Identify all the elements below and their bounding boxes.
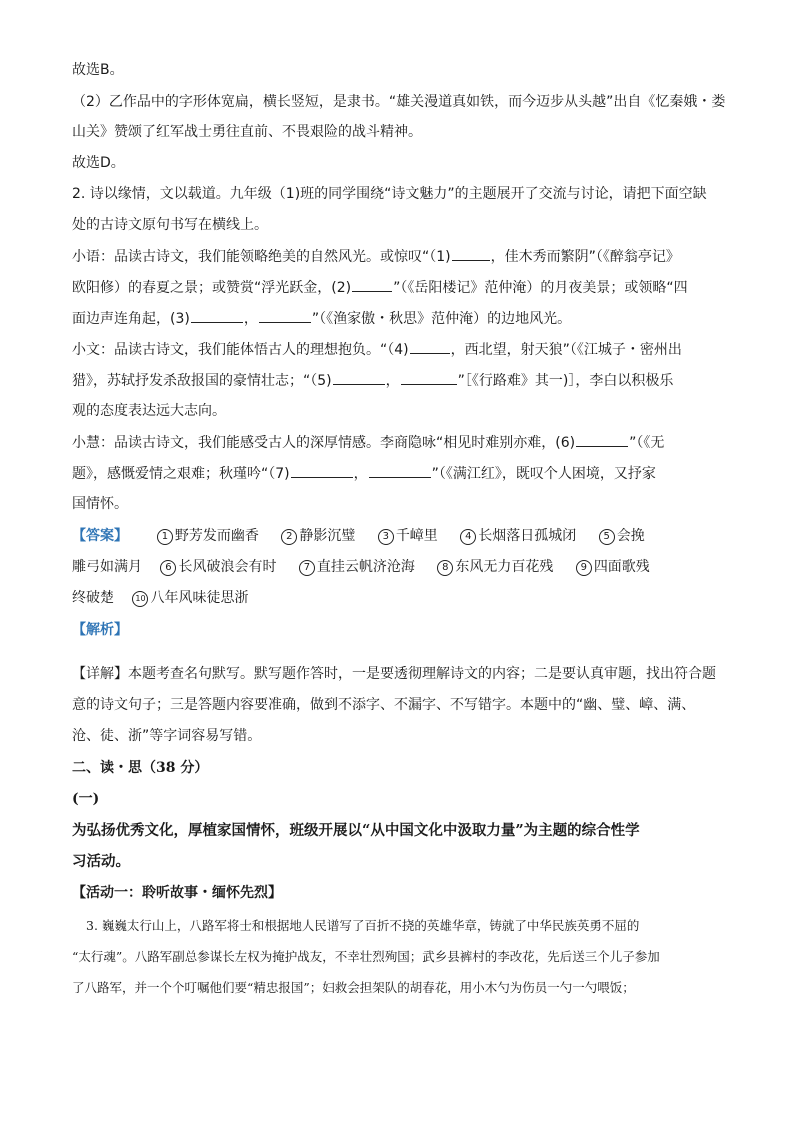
text-segment: 题》，感慨爱情之艰难；秋瑾吟“（7) [72, 466, 290, 482]
answer-blank-4[interactable] [410, 339, 450, 354]
text-segment: ”（《满江红》，既叹个人困境，又抒家 [431, 466, 656, 482]
text-segment: ， [385, 373, 400, 389]
text-line [72, 432, 664, 453]
answer-text: 终破楚 [72, 590, 114, 606]
answer-line [72, 588, 248, 608]
answer-blank-7a[interactable] [291, 463, 353, 478]
answer-text: 东风无力百花残 [455, 559, 554, 575]
text-line: （2）乙作品中的字形体宽扁，横长竖短，是隶书。“雄关漫道真如铁，而今迈步从头越”出自《忆秦娥・娄 [72, 94, 726, 110]
text-line: 观的态度表达远大志向。 [72, 403, 226, 419]
number-circle: 2 [281, 529, 297, 545]
answer-text: 静影沉璧 [299, 528, 356, 544]
text-segment: ， [353, 466, 368, 482]
text-segment: 面边声连角起，(3) [72, 311, 190, 327]
text-line [72, 463, 656, 484]
question-2-stem: 2. 诗以缘情，文以载道。九年级（1)班的同学围绕“诗文魅力”的主题展开了交流与讨论，请把下面空缺 [72, 186, 707, 202]
answer-blank-1[interactable] [452, 246, 490, 261]
passage-text: 了八路军，并一个个叮嘱他们要“精忠报国”；妇救会担架队的胡春花，用小木勺为伤员一勺一勺喂饭； [72, 980, 635, 995]
answer-text: 雕弓如满月 [72, 559, 142, 575]
number-circle: 10 [132, 591, 148, 607]
answer-text: 直挂云帆济沧海 [316, 559, 415, 575]
answer-blank-6[interactable] [576, 432, 628, 447]
text-line [72, 339, 682, 360]
number-circle: 1 [157, 529, 173, 545]
subsection-heading: (一) [72, 791, 100, 807]
text-line: 故选D。 [72, 155, 125, 171]
answer-blank-3b[interactable] [259, 308, 311, 323]
text-segment: ”（《岳阳楼记》范仲淹）的月夜美景；或领略“四 [393, 280, 688, 296]
answer-blank-2[interactable] [352, 277, 392, 292]
analysis-text: 【详解】本题考查名句默写。默写题作答时，一是要透彻理解诗文的内容；二是要认真审题，找出符合题 [72, 666, 716, 682]
text-segment: 猎》，苏轼抒发杀敌报国的豪情壮志；“（5) [72, 373, 332, 389]
text-line: 处的古诗文原句书写在横线上。 [72, 217, 268, 233]
analysis-text: 沧、徒、浙”等字词容易写错。 [72, 728, 262, 744]
text-segment: 小语：品读古诗文，我们能领略绝美的自然风光。或惊叹“（1) [72, 249, 451, 265]
number-circle: 5 [599, 529, 615, 545]
answer-blank-3a[interactable] [191, 308, 243, 323]
analysis-text: 意的诗文句子；三是答题内容要准确，做到不添字、不漏字、不写错字。本题中的“幽、璧、嶂、满、 [72, 697, 696, 713]
number-circle: 6 [160, 560, 176, 576]
text-line [72, 277, 688, 298]
answer-text: 野芳发而幽香 [174, 528, 259, 544]
text-segment: 小文：品读古诗文，我们能体悟古人的理想抱负。“（4) [72, 342, 409, 358]
text-segment: ”（《渔家傲・秋思》范仲淹）的边地风光。 [311, 311, 572, 327]
text-line [72, 246, 680, 267]
answer-blank-5a[interactable] [333, 370, 385, 385]
section-heading: 二、读・思（38 分） [72, 760, 209, 776]
answer-text: 千嶂里 [395, 528, 438, 544]
text-segment: ，佳木秀而繁阴”（《醉翁亭记》 [490, 249, 680, 265]
answer-text: 长烟落日孤城闭 [478, 528, 577, 544]
answer-text: 长风破浪会有时 [178, 559, 277, 575]
number-circle: 8 [437, 560, 453, 576]
answer-text: 会挽 [616, 528, 645, 544]
text-line [72, 370, 673, 391]
text-line [72, 308, 571, 329]
answer-blank-7b[interactable] [369, 463, 431, 478]
answer-blank-5b[interactable] [401, 370, 457, 385]
activity-heading: 【活动一：聆听故事・缅怀先烈】 [72, 885, 282, 901]
text-segment: ，西北望，射天狼”（《江城子・密州出 [450, 342, 682, 358]
number-circle: 3 [378, 529, 394, 545]
passage-text: 3. 巍巍太行山上，八路军将士和根据地人民谱写了百折不挠的英雄华章，铸就了中华民族英勇不屈的 [86, 918, 640, 933]
analysis-tag: 【解析】 [72, 622, 128, 638]
number-circle: 4 [460, 529, 476, 545]
number-circle: 9 [576, 560, 592, 576]
answer-tag: 【答案】 [72, 528, 128, 544]
answer-text: 四面歌残 [593, 559, 650, 575]
number-circle: 7 [299, 560, 315, 576]
passage-text: “太行魂”。八路军副总参谋长左权为掩护战友，不幸壮烈殉国；武乡县裤村的李改花，先后送三个儿子参加 [72, 949, 660, 964]
text-line: 国情怀。 [72, 496, 128, 512]
answer-line [72, 526, 645, 546]
text-segment: 欧阳修）的春夏之景；或赞赏“浮光跃金，(2) [72, 280, 352, 296]
text-segment: ”［《行路难》其一)］，李白以积极乐 [457, 373, 674, 389]
text-segment: 小慧：品读古诗文，我们能感受古人的深厚情感。李商隐咏“相见时难别亦难，(6) [72, 435, 576, 451]
answer-text: 八年风味徒思浙 [150, 590, 249, 606]
activity-intro: 习活动。 [72, 853, 130, 870]
text-segment: ， [243, 311, 258, 327]
text-line: 故选B。 [72, 62, 124, 78]
text-line: 山关》赞颂了红军战士勇往直前、不畏艰险的战斗精神。 [72, 124, 422, 140]
text-segment: ”（《无 [629, 435, 665, 451]
activity-intro: 为弘扬优秀文化，厚植家国情怀，班级开展以“从中国文化中汲取力量”为主题的综合性学 [72, 822, 640, 839]
answer-line [72, 557, 650, 577]
